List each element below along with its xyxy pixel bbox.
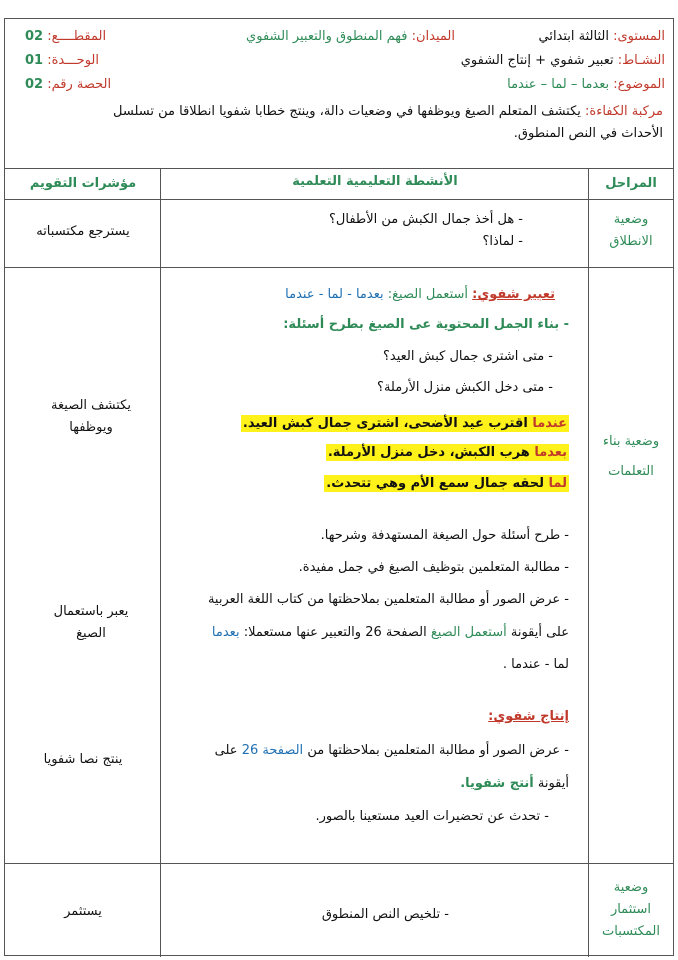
unit-line	[25, 53, 99, 68]
segment-line	[25, 29, 106, 44]
session-line	[25, 77, 111, 92]
start-question-2: - لماذا؟	[482, 234, 523, 249]
lesson-table	[5, 169, 673, 957]
sentence-2	[326, 439, 569, 467]
field-value: فهم المنطوق والتعبير الشفوي	[246, 29, 408, 44]
sentence-3-rest: لحقه جمال سمع الأم وهي تتحدث.	[326, 476, 544, 491]
production-1-b: الصفحة 26	[241, 743, 304, 758]
invest-activity: - تلخيص النص المنطوق	[321, 907, 449, 922]
competence-label: مركبة الكفاءة:	[585, 104, 663, 119]
sentence-3-form: لما	[548, 476, 567, 491]
step-3: - عرض الصور أو مطالبة المتعلمين بملاحظتها من كتاب اللغة العربية	[207, 592, 569, 607]
step-4-c: الصفحة 26 والتعبير عنها مستعملا:	[243, 625, 427, 640]
activity-line	[461, 53, 665, 68]
oral-forms: بعدما - لما - عندما	[285, 287, 384, 302]
session-label: الحصة رقم:	[47, 77, 112, 92]
topic-value: بعدما – لما – عندما	[507, 77, 610, 92]
indicator-build-3: ينتج نصا شفويا	[43, 752, 123, 767]
production-1-c: على	[214, 743, 238, 758]
topic-label: الموضوع:	[613, 77, 665, 92]
production-title: إنتاج شفوي:	[488, 709, 569, 724]
build-question-1: - متى اشترى جمال كبش العيد؟	[383, 349, 553, 364]
session-value: 02	[25, 77, 44, 92]
stage-build: وضعية بناء التعلمات	[602, 434, 660, 479]
lesson-plan-page	[4, 18, 674, 956]
topic-line	[507, 77, 665, 92]
unit-label: الوحـــدة:	[47, 53, 99, 68]
production-3: - تحدث عن تحضيرات العيد مستعينا بالصور.	[315, 809, 549, 824]
competence-text: يكتشف المتعلم الصيغ ويوظفها في وضعيات دالة، وينتج خطابا شفويا انطلاقا من تسلسل	[113, 104, 581, 119]
field-line	[246, 29, 455, 44]
level-value: الثالثة ابتدائي	[538, 29, 609, 44]
production-title-line	[488, 703, 569, 731]
indicator-build-1: يكتشف الصيغة ويوظفها	[51, 398, 131, 435]
segment-label: المقطــــع:	[47, 29, 107, 44]
production-2	[460, 770, 569, 798]
col-header-activities: الأنشطة التعليمية التعلمية	[292, 174, 458, 189]
sentence-2-rest: هرب الكبش، دخل منزل الأرملة.	[327, 445, 530, 460]
step-1: - طرح أسئلة حول الصيغة المستهدفة وشرحها.	[320, 528, 569, 543]
step-4-a: على أيقونة	[510, 625, 569, 640]
col-header-indicators: مؤشرات التقويم	[29, 176, 137, 191]
segment-value: 02	[25, 29, 44, 44]
production-2-b: أنتج شفويا.	[460, 776, 534, 791]
competence-block	[43, 101, 663, 145]
oral-expression-line	[285, 281, 555, 309]
oral-title: تعبير شفوي:	[472, 287, 555, 302]
indicator-invest: يستثمر	[64, 904, 102, 919]
build-title: - بناء الجمل المحتوية عى الصيغ بطرح أسئلة:	[283, 317, 569, 332]
col-header-stages: المراحل	[605, 176, 657, 191]
oral-use: أستعمل الصيغ:	[387, 287, 468, 302]
production-1-a: - عرض الصور أو مطالبة المتعلمين بملاحظتها من	[307, 743, 569, 758]
stage-start: وضعية الانطلاق	[609, 212, 653, 249]
production-1	[215, 737, 569, 765]
production-2-a: أيقونة	[537, 776, 569, 791]
activity-label: النشـاط:	[617, 53, 665, 68]
indicator-build-2: يعبر باستعمال الصيغ	[53, 604, 129, 641]
sentence-2-form: بعدما	[534, 445, 567, 460]
row-divider	[5, 199, 673, 200]
step-2: - مطالبة المتعلمين بتوظيف الصيغ في جمل مفيدة.	[298, 560, 569, 575]
build-question-2: - متى دخل الكبش منزل الأرملة؟	[377, 380, 553, 395]
row-divider	[5, 863, 673, 864]
sentence-1	[241, 410, 569, 438]
indicator-start: يسترجع مكتسباته	[36, 224, 130, 239]
column-divider	[588, 169, 589, 957]
level-label: المستوى:	[613, 29, 665, 44]
field-label: الميدان:	[411, 29, 455, 44]
step-4	[212, 619, 569, 647]
competence-text-2: الأحداث في النص المنطوق.	[513, 126, 663, 141]
sentence-1-form: عندما	[532, 416, 567, 431]
sentence-3	[324, 470, 569, 498]
step-4-b: أستعمل الصيغ	[430, 625, 507, 640]
step-4-d: بعدما	[211, 625, 240, 640]
stage-invest: وضعية استثمار المكتسبات	[602, 880, 660, 939]
unit-value: 01	[25, 53, 44, 68]
step-5: لما - عندما .	[502, 657, 569, 672]
column-divider	[160, 169, 161, 957]
activity-value: تعبير شفوي + إنتاج الشفوي	[460, 53, 614, 68]
level-line	[538, 29, 665, 44]
row-divider	[5, 267, 673, 268]
sentence-1-rest: اقترب عيد الأضحى، اشترى جمال كبش العيد.	[242, 416, 528, 431]
start-question-1: - هل أخذ جمال الكبش من الأطفال؟	[329, 212, 523, 227]
lesson-header	[5, 19, 673, 169]
